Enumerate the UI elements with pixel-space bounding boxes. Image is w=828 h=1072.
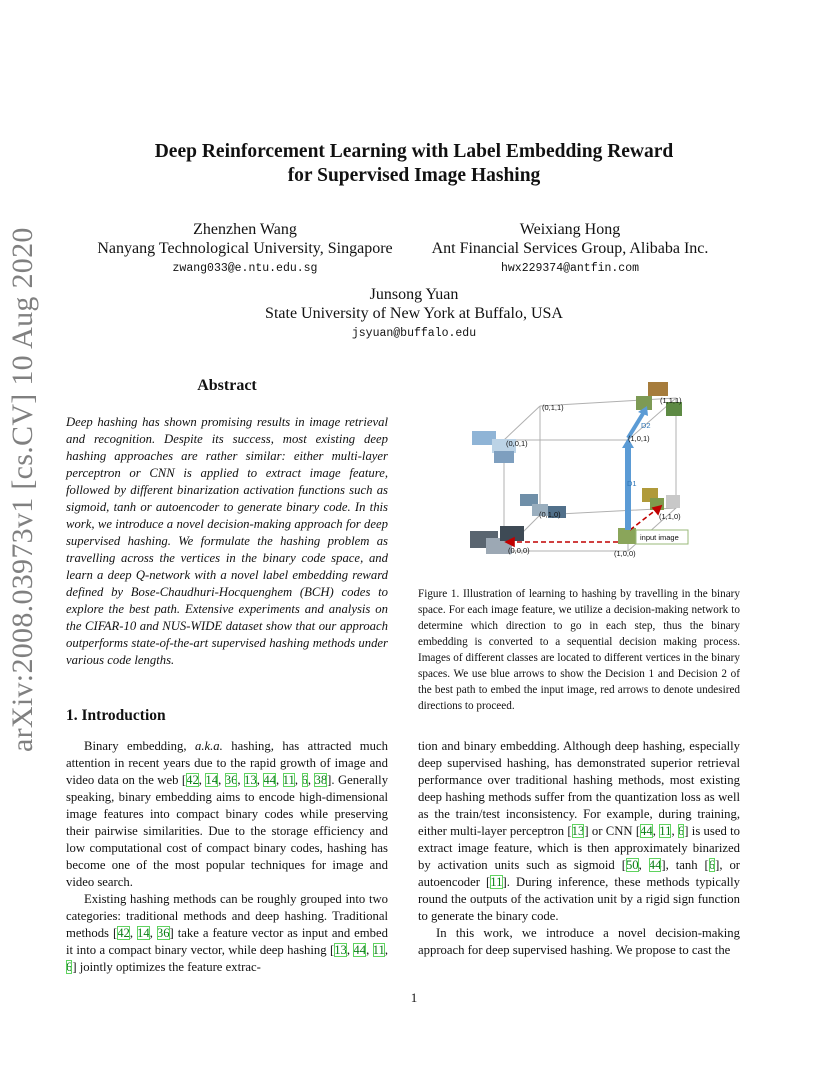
intro-paragraph-3: tion and binary embedding. Although deep hashing, especially deep supervised hashing, has demonstrated superior retrieval performance over traditional hashing methods, most existing deep hashing methods suffer from the quantization loss as well as the train/test inconsistency. For example, during training, either multi-layer perceptron [13] or CNN [44, 11, 6] is used to extract image feature, which is then approximately binarized by activation units such as sigmoid [50, 44], tanh [6], or autoencoder [11]. During inference, these methods typically round the outputs of the activation unit by a rigid sign function to generate the binary code. (418, 739, 741, 923)
citation-link[interactable]: 11 (490, 875, 503, 889)
author-affiliation: State University of New York at Buffalo, USA (265, 305, 563, 322)
author-email[interactable]: jsyuan@buffalo.edu (351, 327, 477, 340)
thumb-dog-1 (648, 382, 668, 396)
abstract-text: Deep hashing has shown promising results in image retrieval and recognition. Despite its success, most existing deep hashing approaches are rather similar: either multi-layer perceptron or CNN is applied to extract image feature, followed by different binarization activation functions such as sigmoid, tanh or autoencoder to generate binary code. In this work, we introduce a novel decision-making approach for deep supervised hashing. We formulate the hashing problem as travelling across the vertices in the binary code space, and learn a deep Q-network with a novel label embedding reward defined by Bose-Chaudhuri-Hocquenghem (BCH) codes to explore the best path. Extensive experiments and analysis on the CIFAR-10 and NUS-WIDE dataset show that our approach outperforms state-of-the-art supervised hashing methods under various code lengths. (66, 415, 388, 667)
intro-paragraph-1: Binary embedding, a.k.a. hashing, has attracted much attention in recent years due to the rapid growth of image and video data on the web [42, 14, 36, 13, 44, 11, 6, 38]. Generally speaking, binary embedding aims to encode high-dimensional image features into compact binary codes while preserving their pairwise similarities. Due to the storage efficiency and low computational cost of compact binary codes, hashing has become one of the most popular techniques for image and video search. (66, 739, 389, 889)
citation-link[interactable]: 42 (117, 926, 130, 940)
author-name: Weixiang Hong (519, 221, 621, 238)
citation-link[interactable]: 44 (648, 858, 662, 872)
citation-link[interactable]: 11 (659, 824, 672, 838)
vertex-label-101: (1,0,1) (628, 434, 650, 443)
vertex-label-011: (0,1,1) (542, 403, 564, 412)
vertex-label-110: (1,1,0) (659, 512, 681, 521)
citation-link[interactable]: 6 (677, 824, 685, 838)
citation-link[interactable]: 6 (708, 858, 716, 872)
image-thumbnails (470, 382, 682, 554)
author-affiliation: Nanyang Technological University, Singapore (97, 240, 393, 257)
thumb-dog-2 (636, 396, 652, 410)
decision-2-label: D2 (641, 421, 651, 430)
citation-link[interactable]: 11 (372, 943, 385, 957)
vertex-label-001: (0,0,1) (506, 439, 528, 448)
citation-link[interactable]: 6 (66, 960, 73, 974)
input-image-label: input image (640, 533, 679, 542)
author-name: Junsong Yuan (369, 286, 459, 303)
vertex-label-111: (1,1,1) (660, 396, 682, 405)
left-column-text (66, 738, 388, 976)
figure-1-caption: Figure 1. Illustration of learning to hashing by travelling in the binary space. For each image feature, we utilize a decision-making network to determine which direction to go in each step, thus the binary embedding is converted to a sequential decision making process. Images of different classes are located to different vertices in the binary spaces. We use blue arrows to show the Decision 1 and Decision 2 of the best path to embed the input image, red arrows to denote undesired directions to proceed. (418, 588, 740, 712)
citation-link[interactable]: 14 (205, 773, 219, 787)
intro-paragraph-2: Existing hashing methods can be roughly grouped into two categories: traditional methods and deep hashing. Traditional methods [42, 14, 36] take a feature vector as input and embed it into a compact binary vector, while deep hashing [13, 44, 11, 6] jointly optimizes the feature extrac- (66, 892, 389, 974)
paper-title-line-2: for Supervised Image Hashing (287, 165, 541, 186)
citation-link[interactable]: 13 (571, 824, 585, 838)
citation-link[interactable]: 14 (137, 926, 150, 940)
citation-link[interactable]: 11 (282, 773, 295, 787)
paper-title-line-1: Deep Reinforcement Learning with Label Embedding Reward (154, 141, 674, 162)
citation-link[interactable]: 42 (186, 773, 199, 787)
citation-link[interactable]: 44 (640, 824, 653, 838)
citation-link[interactable]: 50 (625, 858, 639, 872)
author-name: Zhenzhen Wang (193, 221, 297, 238)
citation-link[interactable]: 13 (244, 773, 257, 787)
thumb-input-image (618, 528, 636, 544)
citation-link[interactable]: 13 (334, 943, 347, 957)
vertex-label-000: (0,0,0) (508, 546, 530, 555)
citation-link[interactable]: 36 (224, 773, 238, 787)
section-heading-introduction: 1. Introduction (66, 707, 166, 724)
vertex-label-010: (0,1,0) (539, 510, 561, 519)
thumb-plane-3 (494, 451, 514, 463)
citation-link[interactable]: 44 (263, 773, 277, 787)
vertex-label-100: (1,0,0) (614, 549, 636, 558)
author-email[interactable]: zwang033@e.ntu.edu.sg (172, 262, 318, 275)
author-block-1 (90, 220, 400, 277)
arxiv-identifier: arXiv:2008.03973v1 [cs.CV] 10 Aug 2020 (6, 227, 39, 752)
page-number: 1 (410, 990, 418, 1005)
author-block-3 (214, 285, 614, 342)
citation-link[interactable]: 36 (156, 926, 170, 940)
citation-link[interactable]: 38 (314, 773, 328, 787)
author-email[interactable]: hwx229374@antfin.com (500, 262, 640, 275)
citation-link[interactable]: 44 (353, 943, 367, 957)
citation-link[interactable]: 6 (301, 773, 308, 787)
abstract-heading: Abstract (197, 377, 257, 394)
right-column-text (418, 738, 740, 959)
intro-paragraph-4: In this work, we introduce a novel decision-making approach for deep supervised hashing. We propose to cast the (418, 926, 740, 957)
author-affiliation: Ant Financial Services Group, Alibaba Inc. (431, 240, 709, 257)
thumb-bird-3 (666, 495, 680, 508)
author-block-2 (415, 220, 725, 277)
paper-title (0, 140, 828, 188)
figure-1-binary-cube (462, 376, 694, 566)
decision-1-label: D1 (627, 479, 637, 488)
